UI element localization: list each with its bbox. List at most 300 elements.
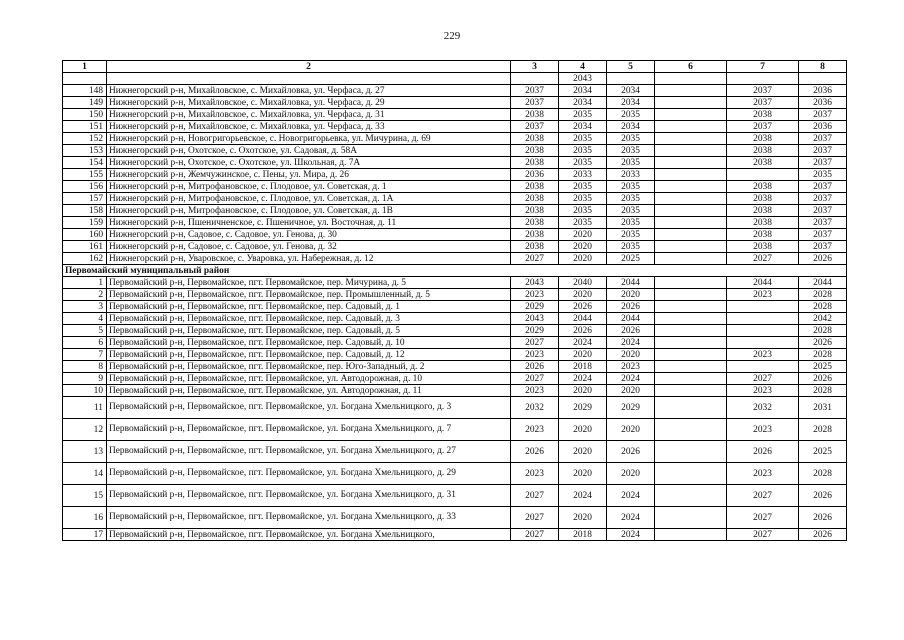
year-cell: 2043 [511, 313, 559, 325]
year-cell: 2035 [607, 109, 655, 121]
year-cell [727, 73, 799, 85]
year-cell: 2044 [559, 313, 607, 325]
table-row [63, 181, 847, 193]
year-cell [655, 217, 727, 229]
year-cell [727, 313, 799, 325]
year-cell: 2038 [511, 157, 559, 169]
row-number-cell: 11 [63, 397, 107, 419]
year-cell: 2037 [799, 193, 847, 205]
table-row [63, 73, 847, 85]
year-cell: 2020 [607, 385, 655, 397]
address-cell: Нижнегорский р-н, Охотское, с. Охотское, ул. Садовая, д. 58А [107, 145, 511, 157]
year-cell: 2035 [607, 205, 655, 217]
year-cell: 2028 [799, 463, 847, 485]
year-cell: 2042 [799, 313, 847, 325]
address-cell: Первомайский р-н, Первомайское, пгт. Первомайское, ул. Автодорожная, д. 10 [107, 373, 511, 385]
year-cell: 2023 [511, 349, 559, 361]
year-cell: 2035 [559, 205, 607, 217]
year-cell [655, 85, 727, 97]
year-cell: 2020 [607, 419, 655, 441]
address-cell: Первомайский р-н, Первомайское, пгт. Первомайское, ул. Богдана Хмельницкого, д. 31 [107, 485, 511, 507]
table-row [63, 145, 847, 157]
address-cell: Первомайский р-н, Первомайское, пгт. Первомайское, пер. Садовый, д. 12 [107, 349, 511, 361]
address-cell: Нижнегорский р-н, Митрофановское, с. Плодовое, ул. Советская, д. 1 [107, 181, 511, 193]
year-cell: 2034 [559, 121, 607, 133]
year-cell [655, 325, 727, 337]
year-cell [727, 337, 799, 349]
row-number-cell: 162 [63, 253, 107, 265]
year-cell [655, 301, 727, 313]
year-cell: 2044 [727, 277, 799, 289]
header-cell: 3 [511, 61, 559, 73]
year-cell: 2037 [511, 121, 559, 133]
year-cell: 2034 [607, 97, 655, 109]
year-cell: 2024 [559, 373, 607, 385]
table-row [63, 463, 847, 485]
table-row [63, 121, 847, 133]
year-cell: 2029 [511, 325, 559, 337]
year-cell: 2037 [727, 97, 799, 109]
table-row [63, 217, 847, 229]
header-cell: 2 [107, 61, 511, 73]
year-cell: 2025 [607, 253, 655, 265]
address-cell [107, 73, 511, 85]
table-row [63, 301, 847, 313]
address-cell: Нижнегорский р-н, Михайловское, с. Михайловка, ул. Черфаса, д. 31 [107, 109, 511, 121]
table-row [63, 193, 847, 205]
year-cell: 2036 [799, 97, 847, 109]
table-row [63, 313, 847, 325]
table-row [63, 157, 847, 169]
year-cell [655, 181, 727, 193]
year-cell: 2029 [511, 301, 559, 313]
year-cell: 2024 [607, 337, 655, 349]
year-cell: 2038 [727, 157, 799, 169]
row-number-cell: 10 [63, 385, 107, 397]
year-cell: 2026 [607, 325, 655, 337]
year-cell [655, 385, 727, 397]
table-row [63, 385, 847, 397]
year-cell: 2038 [727, 229, 799, 241]
row-number-cell: 157 [63, 193, 107, 205]
year-cell: 2037 [799, 157, 847, 169]
year-cell: 2043 [511, 277, 559, 289]
year-cell: 2035 [559, 109, 607, 121]
table-row [63, 373, 847, 385]
year-cell: 2038 [511, 229, 559, 241]
row-number-cell: 6 [63, 337, 107, 349]
table-row [63, 85, 847, 97]
year-cell: 2026 [511, 441, 559, 463]
table-row [63, 97, 847, 109]
year-cell: 2033 [559, 169, 607, 181]
year-cell: 2026 [799, 373, 847, 385]
table-row [63, 109, 847, 121]
year-cell: 2038 [511, 241, 559, 253]
table-row [63, 361, 847, 373]
year-cell: 2023 [727, 463, 799, 485]
table-row [63, 397, 847, 419]
year-cell: 2037 [799, 241, 847, 253]
address-cell: Нижнегорский р-н, Пшеничненское, с. Пшеничное, ул. Восточная, д. 11 [107, 217, 511, 229]
year-cell: 2038 [727, 193, 799, 205]
year-cell: 2035 [559, 145, 607, 157]
row-number-cell: 154 [63, 157, 107, 169]
section-title: Первомайский муниципальный район [63, 265, 847, 277]
year-cell: 2027 [511, 253, 559, 265]
year-cell: 2040 [559, 277, 607, 289]
row-number-cell: 148 [63, 85, 107, 97]
year-cell: 2034 [607, 121, 655, 133]
address-cell: Нижнегорский р-н, Михайловское, с. Михайловка, ул. Черфаса, д. 33 [107, 121, 511, 133]
year-cell [727, 325, 799, 337]
year-cell [511, 73, 559, 85]
year-cell [655, 229, 727, 241]
year-cell: 2027 [727, 507, 799, 529]
section-row [63, 265, 847, 277]
year-cell: 2028 [799, 419, 847, 441]
year-cell [727, 361, 799, 373]
row-number-cell: 153 [63, 145, 107, 157]
year-cell: 2024 [607, 373, 655, 385]
address-cell: Первомайский р-н, Первомайское, пгт. Первомайское, пер. Садовый, д. 5 [107, 325, 511, 337]
table-row [63, 441, 847, 463]
year-cell: 2044 [607, 277, 655, 289]
row-number-cell: 13 [63, 441, 107, 463]
year-cell [655, 73, 727, 85]
year-cell: 2023 [607, 361, 655, 373]
row-number-cell: 152 [63, 133, 107, 145]
year-cell: 2026 [511, 361, 559, 373]
year-cell: 2037 [799, 109, 847, 121]
year-cell [655, 133, 727, 145]
year-cell: 2029 [607, 397, 655, 419]
year-cell: 2023 [727, 349, 799, 361]
year-cell: 2024 [607, 507, 655, 529]
year-cell [655, 507, 727, 529]
year-cell [655, 121, 727, 133]
year-cell: 2026 [799, 337, 847, 349]
year-cell [655, 193, 727, 205]
table-row [63, 337, 847, 349]
row-number-cell: 12 [63, 419, 107, 441]
year-cell [655, 337, 727, 349]
header-cell: 1 [63, 61, 107, 73]
year-cell: 2023 [727, 385, 799, 397]
table-row [63, 253, 847, 265]
table-row [63, 205, 847, 217]
year-cell: 2036 [799, 85, 847, 97]
year-cell: 2044 [799, 277, 847, 289]
year-cell: 2035 [607, 241, 655, 253]
year-cell: 2026 [607, 441, 655, 463]
year-cell: 2029 [559, 397, 607, 419]
year-cell: 2020 [559, 241, 607, 253]
page-number: 229 [443, 30, 461, 42]
year-cell: 2035 [607, 133, 655, 145]
year-cell: 2018 [559, 361, 607, 373]
address-cell: Нижнегорский р-н, Митрофановское, с. Плодовое, ул. Советская, д. 1В [107, 205, 511, 217]
address-cell: Нижнегорский р-н, Новогригорьевское, с. Новогригорьевка, ул. Мичурина, д. 69 [107, 133, 511, 145]
year-cell [655, 241, 727, 253]
year-cell: 2037 [799, 181, 847, 193]
year-cell: 2020 [559, 463, 607, 485]
table-row [63, 289, 847, 301]
row-number-cell: 3 [63, 301, 107, 313]
header-cell: 7 [727, 61, 799, 73]
year-cell [655, 205, 727, 217]
address-cell: Первомайский р-н, Первомайское, пгт. Первомайское, ул. Богдана Хмельницкого, д. 3 [107, 397, 511, 419]
address-cell: Первомайский р-н, Первомайское, пгт. Первомайское, пер. Мичурина, д. 5 [107, 277, 511, 289]
row-number-cell: 17 [63, 529, 107, 541]
year-cell: 2023 [511, 289, 559, 301]
year-cell: 2038 [511, 145, 559, 157]
year-cell: 2025 [799, 361, 847, 373]
year-cell: 2035 [607, 193, 655, 205]
row-number-cell: 156 [63, 181, 107, 193]
table-row [63, 325, 847, 337]
year-cell: 2035 [559, 181, 607, 193]
address-cell: Первомайский р-н, Первомайское, пгт. Первомайское, пер. Садовый, д. 3 [107, 313, 511, 325]
year-cell [655, 253, 727, 265]
year-cell: 2026 [799, 253, 847, 265]
year-cell: 2037 [799, 133, 847, 145]
year-cell: 2023 [511, 463, 559, 485]
row-number-cell: 14 [63, 463, 107, 485]
address-cell: Нижнегорский р-н, Охотское, с. Охотское, ул. Школьная, д. 7А [107, 157, 511, 169]
address-cell: Нижнегорский р-н, Митрофановское, с. Плодовое, ул. Советская, д. 1А [107, 193, 511, 205]
year-cell: 2018 [559, 529, 607, 541]
year-cell: 2028 [799, 385, 847, 397]
row-number-cell: 159 [63, 217, 107, 229]
year-cell: 2038 [727, 181, 799, 193]
year-cell: 2020 [559, 419, 607, 441]
year-cell: 2036 [799, 121, 847, 133]
year-cell: 2032 [511, 397, 559, 419]
header-row [63, 61, 847, 73]
year-cell: 2037 [727, 85, 799, 97]
year-cell [799, 73, 847, 85]
address-cell: Первомайский р-н, Первомайское, пгт. Первомайское, ул. Автодорожная, д. 11 [107, 385, 511, 397]
year-cell: 2036 [511, 169, 559, 181]
year-cell: 2035 [607, 181, 655, 193]
year-cell: 2034 [559, 85, 607, 97]
year-cell: 2027 [511, 529, 559, 541]
address-cell: Нижнегорский р-н, Михайловское, с. Михайловка, ул. Черфаса, д. 29 [107, 97, 511, 109]
year-cell: 2037 [799, 205, 847, 217]
year-cell: 2038 [727, 241, 799, 253]
address-cell: Первомайский р-н, Первомайское, пгт. Первомайское, пер. Промышленный, д. 5 [107, 289, 511, 301]
year-cell: 2028 [799, 349, 847, 361]
year-cell: 2037 [799, 145, 847, 157]
year-cell: 2038 [727, 109, 799, 121]
year-cell: 2038 [511, 181, 559, 193]
year-cell: 2038 [511, 217, 559, 229]
year-cell: 2020 [607, 289, 655, 301]
year-cell: 2027 [511, 485, 559, 507]
year-cell: 2037 [727, 121, 799, 133]
row-number-cell: 4 [63, 313, 107, 325]
year-cell [655, 97, 727, 109]
row-number-cell: 161 [63, 241, 107, 253]
year-cell [655, 277, 727, 289]
address-cell: Первомайский р-н, Первомайское, пгт. Первомайское, ул. Богдана Хмельницкого, д. 33 [107, 507, 511, 529]
year-cell: 2020 [559, 441, 607, 463]
year-cell: 2026 [799, 485, 847, 507]
year-cell: 2027 [727, 485, 799, 507]
row-number-cell: 1 [63, 277, 107, 289]
year-cell: 2026 [559, 301, 607, 313]
year-cell: 2020 [559, 229, 607, 241]
header-cell: 8 [799, 61, 847, 73]
table-row [63, 529, 847, 541]
year-cell: 2024 [559, 337, 607, 349]
table-row [63, 419, 847, 441]
year-cell: 2023 [511, 419, 559, 441]
year-cell [655, 109, 727, 121]
year-cell [655, 313, 727, 325]
year-cell [655, 419, 727, 441]
year-cell [655, 485, 727, 507]
row-number-cell: 16 [63, 507, 107, 529]
year-cell: 2027 [727, 373, 799, 385]
year-cell: 2033 [607, 169, 655, 181]
year-cell [655, 361, 727, 373]
year-cell: 2043 [559, 73, 607, 85]
year-cell: 2037 [511, 85, 559, 97]
year-cell: 2038 [511, 109, 559, 121]
row-number-cell: 158 [63, 205, 107, 217]
header-cell: 4 [559, 61, 607, 73]
year-cell: 2035 [559, 157, 607, 169]
address-cell: Первомайский р-н, Первомайское, пгт. Первомайское, пер. Юго-Западный, д. 2 [107, 361, 511, 373]
row-number-cell: 150 [63, 109, 107, 121]
year-cell: 2026 [799, 529, 847, 541]
year-cell: 2034 [607, 85, 655, 97]
year-cell: 2027 [511, 373, 559, 385]
year-cell [727, 169, 799, 181]
year-cell: 2020 [607, 349, 655, 361]
address-cell: Нижнегорский р-н, Жемчужинское, с. Пены, ул. Мира, д. 26 [107, 169, 511, 181]
table-row [63, 229, 847, 241]
year-cell: 2038 [511, 205, 559, 217]
year-cell: 2035 [607, 145, 655, 157]
year-cell: 2038 [727, 217, 799, 229]
address-cell: Первомайский р-н, Первомайское, пгт. Первомайское, ул. Богдана Хмельницкого, д. 29 [107, 463, 511, 485]
year-cell: 2035 [607, 217, 655, 229]
year-cell: 2020 [559, 385, 607, 397]
year-cell: 2035 [559, 133, 607, 145]
row-number-cell: 5 [63, 325, 107, 337]
address-cell: Нижнегорский р-н, Михайловское, с. Михайловка, ул. Черфаса, д. 27 [107, 85, 511, 97]
header-cell: 5 [607, 61, 655, 73]
year-cell [655, 397, 727, 419]
year-cell [655, 463, 727, 485]
year-cell: 2027 [511, 507, 559, 529]
year-cell: 2038 [511, 133, 559, 145]
year-cell [655, 169, 727, 181]
year-cell: 2035 [559, 193, 607, 205]
year-cell [655, 441, 727, 463]
address-cell: Нижнегорский р-н, Садовое, с. Садовое, ул. Генова, д. 32 [107, 241, 511, 253]
table-row [63, 133, 847, 145]
year-cell: 2038 [511, 193, 559, 205]
year-cell: 2027 [727, 253, 799, 265]
address-cell: Первомайский р-н, Первомайское, пгт. Первомайское, пер. Садовый, д. 10 [107, 337, 511, 349]
address-cell: Первомайский р-н, Первомайское, пгт. Первомайское, ул. Богдана Хмельницкого, д. 27 [107, 441, 511, 463]
year-cell: 2035 [799, 169, 847, 181]
year-cell: 2026 [727, 441, 799, 463]
year-cell: 2024 [607, 485, 655, 507]
year-cell [655, 373, 727, 385]
year-cell: 2026 [607, 301, 655, 313]
year-cell: 2031 [799, 397, 847, 419]
table-row [63, 277, 847, 289]
year-cell: 2028 [799, 289, 847, 301]
year-cell: 2024 [607, 529, 655, 541]
address-cell: Первомайский р-н, Первомайское, пгт. Первомайское, пер. Садовый, д. 1 [107, 301, 511, 313]
year-cell: 2023 [511, 385, 559, 397]
year-cell: 2020 [559, 289, 607, 301]
row-number-cell: 149 [63, 97, 107, 109]
year-cell: 2020 [559, 349, 607, 361]
year-cell: 2035 [607, 229, 655, 241]
year-cell: 2038 [727, 145, 799, 157]
row-number-cell: 7 [63, 349, 107, 361]
year-cell: 2044 [607, 313, 655, 325]
row-number-cell: 15 [63, 485, 107, 507]
year-cell: 2035 [607, 157, 655, 169]
year-cell: 2024 [559, 485, 607, 507]
year-cell [655, 289, 727, 301]
year-cell: 2038 [727, 133, 799, 145]
year-cell: 2035 [559, 217, 607, 229]
table-row [63, 507, 847, 529]
year-cell: 2032 [727, 397, 799, 419]
year-cell [655, 145, 727, 157]
year-cell: 2020 [559, 253, 607, 265]
year-cell: 2034 [559, 97, 607, 109]
year-cell: 2028 [799, 301, 847, 313]
year-cell: 2020 [559, 507, 607, 529]
address-cell: Нижнегорский р-н, Уваровское, с. Уваровка, ул. Набережная, д. 12 [107, 253, 511, 265]
header-cell: 6 [655, 61, 727, 73]
row-number-cell [63, 73, 107, 85]
year-cell: 2023 [727, 289, 799, 301]
year-cell [655, 529, 727, 541]
table-row [63, 169, 847, 181]
year-cell: 2020 [607, 463, 655, 485]
row-number-cell: 151 [63, 121, 107, 133]
row-number-cell: 160 [63, 229, 107, 241]
year-cell: 2025 [799, 441, 847, 463]
year-cell: 2023 [727, 419, 799, 441]
schedule-table [62, 60, 847, 541]
year-cell: 2027 [511, 337, 559, 349]
year-cell: 2027 [727, 529, 799, 541]
year-cell [607, 73, 655, 85]
address-cell: Первомайский р-н, Первомайское, пгт. Первомайское, ул. Богдана Хмельницкого, д. 7 [107, 419, 511, 441]
year-cell: 2026 [799, 507, 847, 529]
table-row [63, 241, 847, 253]
year-cell: 2028 [799, 325, 847, 337]
year-cell: 2037 [799, 229, 847, 241]
year-cell [727, 301, 799, 313]
year-cell: 2026 [559, 325, 607, 337]
address-cell: Нижнегорский р-н, Садовое, с. Садовое, ул. Генова, д. 30 [107, 229, 511, 241]
row-number-cell: 2 [63, 289, 107, 301]
row-number-cell: 9 [63, 373, 107, 385]
